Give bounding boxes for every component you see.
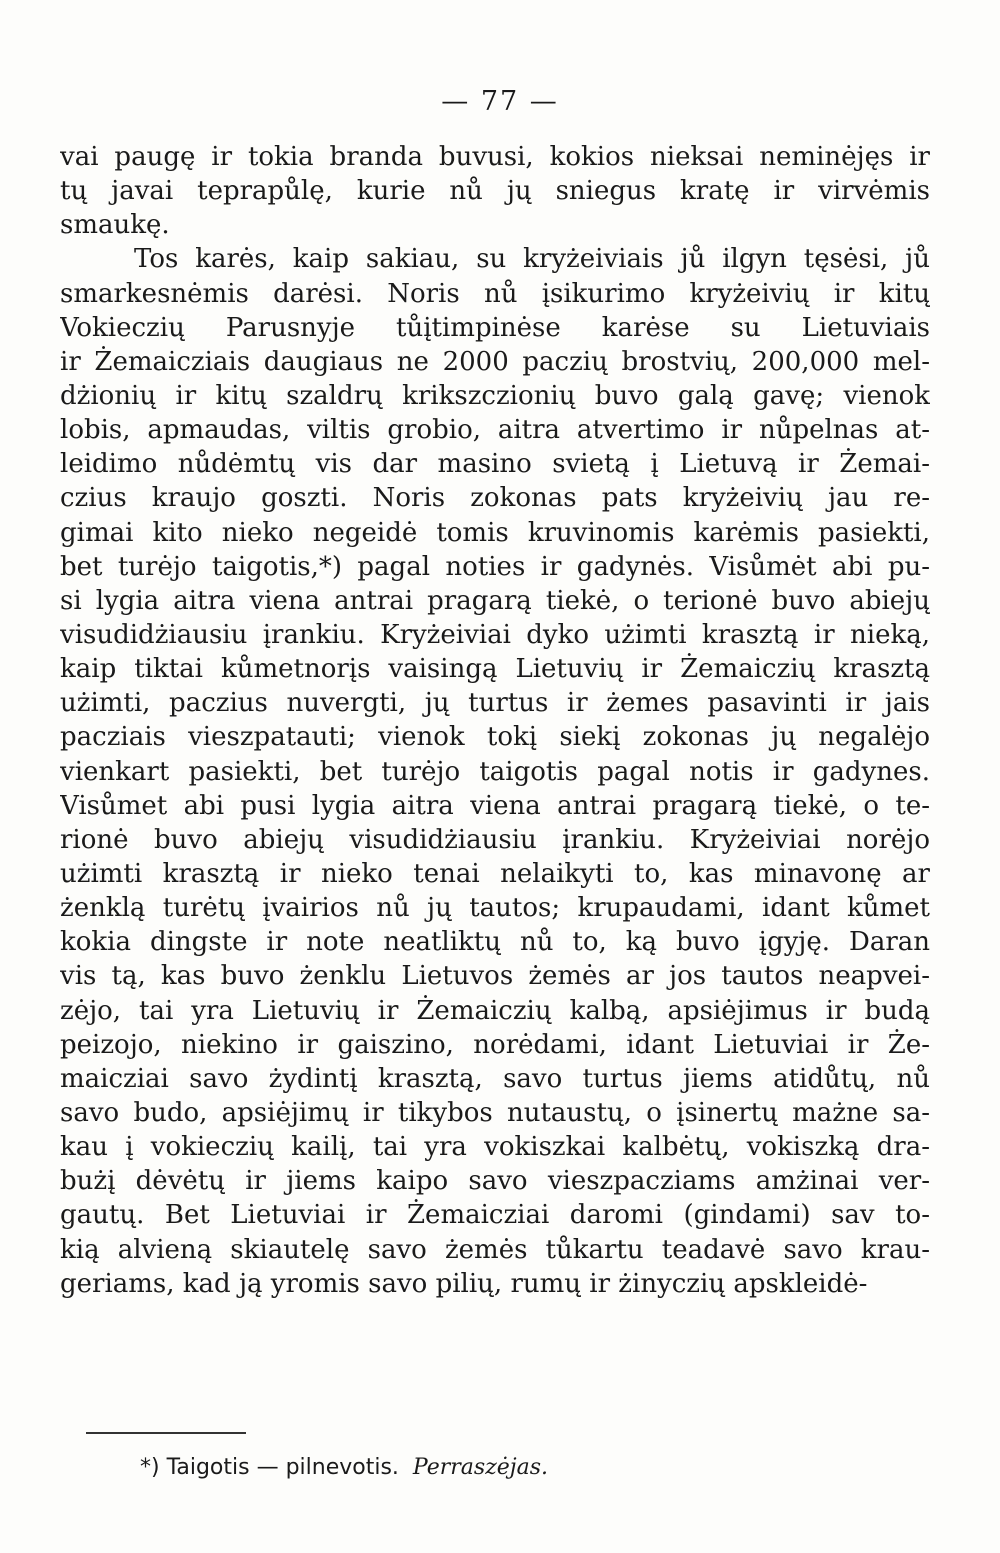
- text-line: kau į vokieczių kailį, tai yra vokiszkai kalbėtų, vokiszką dra-: [60, 1132, 930, 1163]
- text-line: Visůmet abi pusi lygia aitra viena antrai pragarą tiekė, o te-: [60, 790, 930, 821]
- text-line: dżionių ir kitų szaldrų krikszczionių buvo galą gavę; vienok: [60, 380, 930, 411]
- text-line: kaip tiktai kůmetnorįs vaisingą Lietuvių ir Żemaiczių krasztą: [60, 654, 930, 685]
- text-line: ir Żemaicziais daugiaus ne 2000 paczių brostvių, 200,000 mel-: [60, 346, 930, 377]
- text-line: vis tą, kas buvo żenklu Lietuvos żemės ar jos tautos neapvei-: [60, 961, 930, 992]
- text-line: rionė buvo abiejų visudidżiausiu įrankiu. Kryżeiviai norėjo: [60, 824, 930, 855]
- text-line: lobis, apmaudas, viltis grobio, aitra atvertimo ir nůpelnas at-: [60, 415, 930, 446]
- text-line: visudidżiausiu įrankiu. Kryżeiviai dyko użimti krasztą ir nieką,: [60, 619, 930, 650]
- text-line: si lygia aitra viena antrai pragarą tiekė, o terionė buvo abiejų: [60, 585, 930, 616]
- footnote-separator: [86, 1432, 246, 1434]
- text-line: Vokieczių Parusnyje tůįtimpinėse karėse su Lietuviais: [60, 312, 930, 343]
- text-line: kokia dingste ir note neatliktų nů to, ką buvo įgyję. Daran: [60, 927, 930, 958]
- text-line: kią alvieną skiautelę savo żemės tůkartu teadavė savo krau-: [60, 1234, 930, 1265]
- page-number: — 77 —: [441, 86, 559, 117]
- body-text: [60, 140, 930, 1301]
- text-line: żenklą turėtų įvairios nů jų tautos; krupaudami, idant kůmet: [60, 893, 930, 924]
- text-line: vienkart pasiekti, bet turėjo taigotis pagal notis ir gadynes.: [60, 756, 930, 787]
- text-line: użimti, paczius nuvergti, jų turtus ir żemes pasavinti ir jais: [60, 688, 930, 719]
- text-line: vai paugę ir tokia branda buvusi, kokios nieksai neminėjęs ir: [60, 142, 930, 172]
- text-line: zėjo, tai yra Lietuvių ir Żemaiczių kalbą, apsiėjimus ir budą: [60, 995, 930, 1026]
- text-line: czius kraujo goszti. Noris zokonas pats kryżeivių jau re-: [60, 483, 930, 514]
- text-line: peizojo, niekino ir gaiszino, norėdami, idant Lietuviai ir Że-: [60, 1029, 930, 1060]
- footnote: [140, 1455, 548, 1480]
- text-line: maicziai savo żydintį krasztą, savo turtus jiems atidůtų, nů: [60, 1063, 930, 1094]
- text-line: gimai kito nieko negeidė tomis kruvinomis karėmis pasiekti,: [60, 517, 930, 548]
- text-line: gautų. Bet Lietuviai ir Żemaicziai daromi (gindami) sav to-: [60, 1200, 930, 1231]
- text-line: Tos karės, kaip sakiau, su kryżeiviais jů ilgyn tęsėsi, jů: [134, 244, 930, 275]
- text-line: geriams, kad ją yromis savo pilių, rumų ir żinyczių apskleidė-: [60, 1268, 868, 1299]
- text-line: bet turėjo taigotis,*) pagal noties ir gadynės. Visůmėt abi pu-: [60, 551, 930, 582]
- footnote-signature: Perraszėjas.: [412, 1455, 549, 1480]
- text-line: smarkesnėmis darėsi. Noris nů įsikurimo kryżeivių ir kitų: [60, 278, 930, 309]
- text-line: użimti krasztą ir nieko tenai nelaikyti to, kas minavonę ar: [60, 858, 930, 889]
- text-line: savo budo, apsiėjimų ir tikybos nutaustų, o įsinertų mażne sa-: [60, 1097, 930, 1128]
- text-line: smaukę.: [60, 210, 170, 241]
- text-line: leidimo nůdėmtų vis dar masino svietą į Lietuvą ir Żemai-: [60, 449, 930, 480]
- footnote-text: *) Taigotis — pilnevotis.: [140, 1455, 399, 1480]
- text-line: bużį dėvėtų ir jiems kaipo savo vieszpacziams amżinai ver-: [60, 1166, 930, 1197]
- text-line: tų javai teprapůlę, kurie nů jų sniegus kratę ir virvėmis: [60, 176, 930, 207]
- text-line: pacziais vieszpatauti; vienok tokį siekį zokonas jų negalėjo: [60, 722, 930, 753]
